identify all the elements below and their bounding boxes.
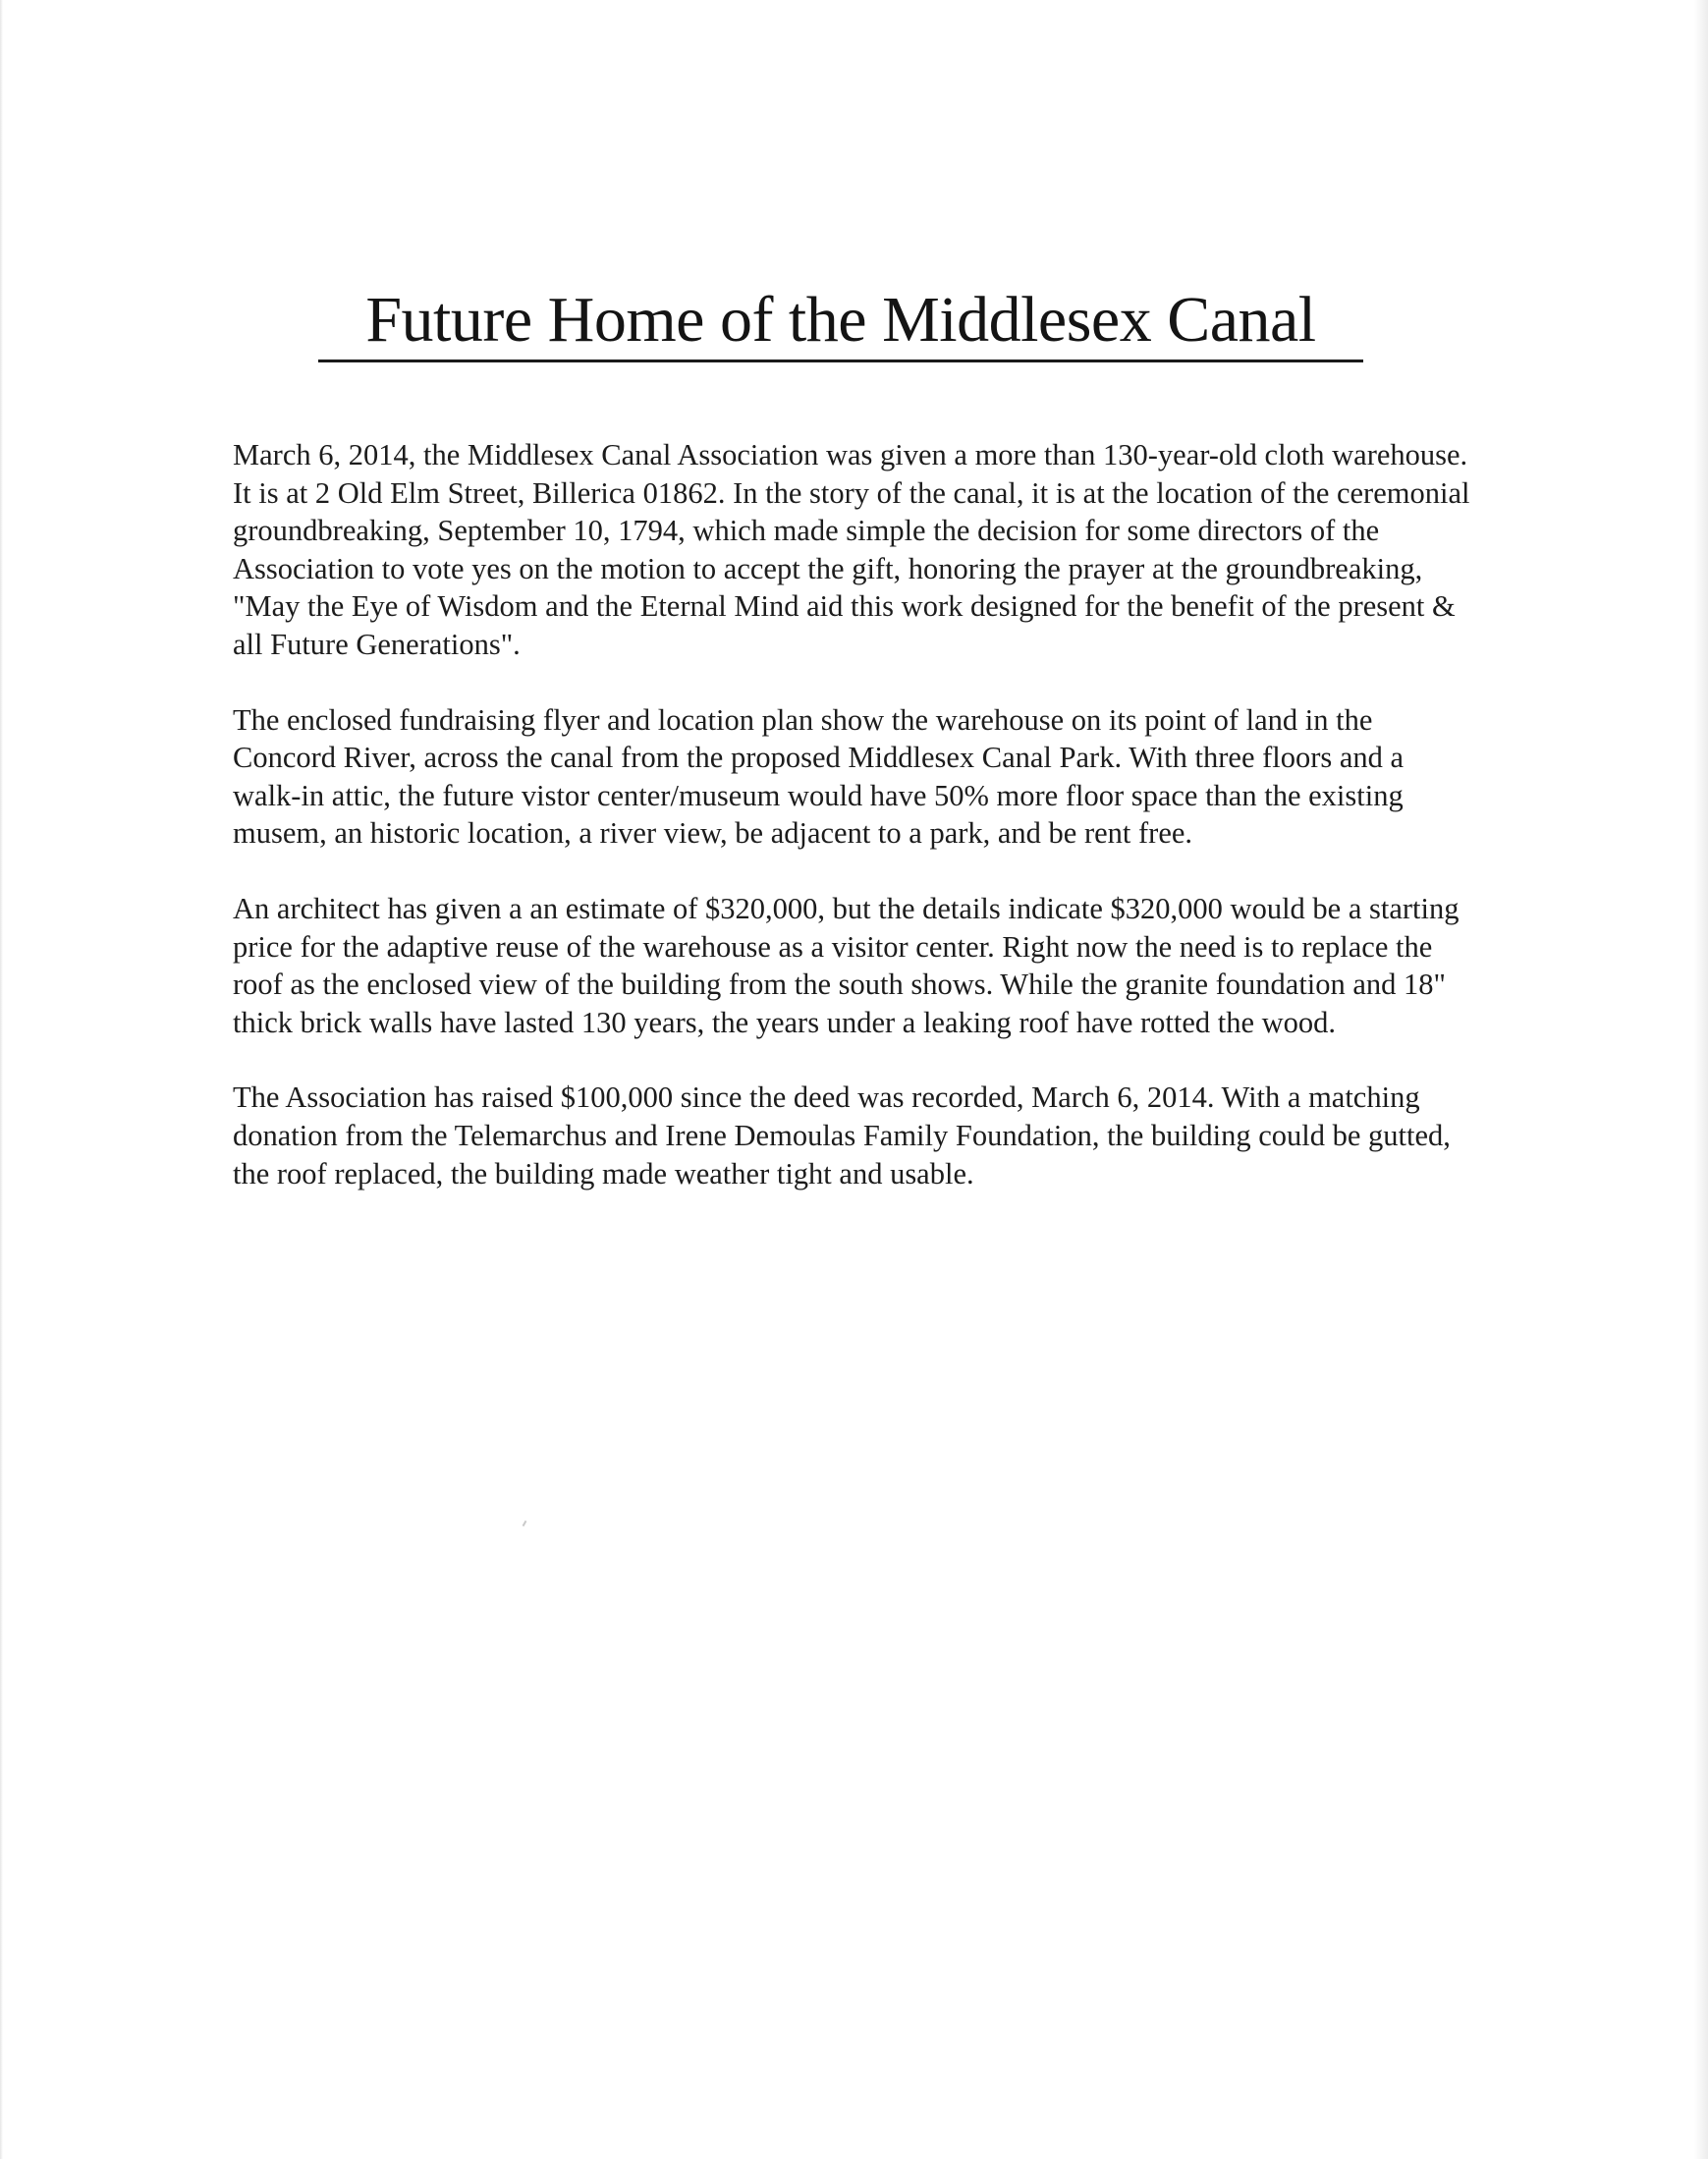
body-text [233, 436, 1470, 1230]
title-block [318, 283, 1363, 362]
scan-speck [523, 1521, 527, 1526]
paragraph-1: March 6, 2014, the Middlesex Canal Association was given a more than 130-year-old cloth warehouse. It is at 2 Old Elm Street, Billerica 01862. In the story of the canal, it is at the location of the ceremonial groundbreaking, September 10, 1794, which made simple the decision for some directors of the Association to vote yes on the motion to accept the gift, honoring the prayer at the groundbreaking, "May the Eye of Wisdom and the Eternal Mind aid this work designed for the benefit of the present & all Future Generations". [233, 438, 1470, 661]
scan-right-edge [1694, 0, 1708, 2159]
paragraph-2: The enclosed fundraising flyer and location plan show the warehouse on its point of land in the Concord River, across the canal from the proposed Middlesex Canal Park. With three floors and a walk-in attic, the future vistor center/museum would have 50% more floor space than the existing musem, an historic location, a river view, be adjacent to a park, and be rent free. [233, 702, 1405, 851]
page-title: Future Home of the Middlesex Canal [365, 284, 1316, 356]
paragraph-3: An architect has given a an estimate of $320,000, but the details indicate $320,000 would be a starting price for the adaptive reuse of the warehouse as a visitor center. Right now the need is to replace the roof as the enclosed view of the building from the south shows. While the granite foundation and 18" thick brick walls have lasted 130 years, the years under a leaking roof have rotted the wood. [233, 891, 1460, 1039]
paragraph-4: The Association has raised $100,000 since the deed was recorded, March 6, 2014. With a matching donation from the Telemarchus and Irene Demoulas Family Foundation, the building could be gutted, the roof replaced, the building made weather tight and usable. [233, 1080, 1451, 1190]
scan-left-edge [0, 0, 3, 2159]
